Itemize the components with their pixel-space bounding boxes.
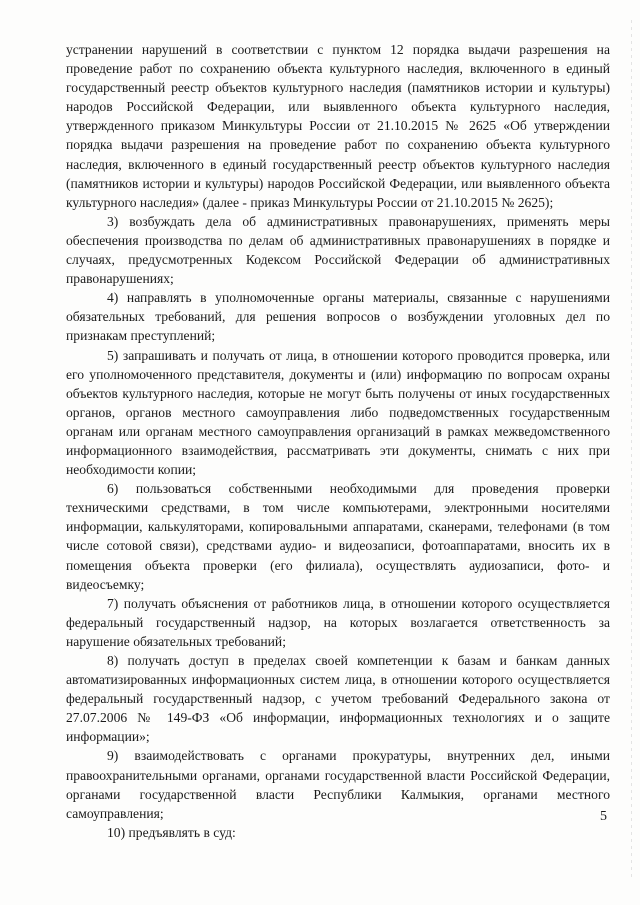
paragraph-item-8: 8) получать доступ в пределах своей компетенции к базам и банкам данных автоматизированных информационных систем лица, в отношении которого осуществляется федеральный государственный надзор, с учетом требований Федерального закона от 27.07.2006 № 149-ФЗ «Об информации, информационных технологиях и о защите информации»; — [66, 653, 610, 745]
page-number: 5 — [600, 809, 607, 824]
scan-edge-artifact — [631, 20, 632, 880]
paragraph-item-9: 9) взаимодействовать с органами прокуратуры, внутренних дел, иными правоохранительными органами, органами государственной власти Российской Федерации, органами государственной власти Республики Калмыкия, органами местного самоуправления; — [66, 748, 610, 821]
paragraph-item-4: 4) направлять в уполномоченные органы материалы, связанные с нарушениями обязательных требований, для решения вопросов о возбуждении уголовных дел по признакам преступлений; — [66, 290, 610, 344]
paragraph-item-10: 10) предъявлять в суд: — [107, 824, 236, 840]
paragraph-continuation: устранении нарушений в соответствии с пунктом 12 порядка выдачи разрешения на проведение работ по сохранению объекта культурного наследия, включенного в единый государственный реестр объектов культурного наследия (памятников истории и культуры) народов Российской Федерации, или выявленного объекта культурного наследия, утвержденного приказом Минкультуры России от 21.10.2015 № 2625 «Об утверждении порядка выдачи разрешения на проведение работ по сохранению объекта культурного наследия, включенного в единый государственный реестр объектов культурного наследия (памятников истории и культуры) народов Российской Федерации, или выявленного объекта культурного наследия» (далее - приказ Минкультуры России от 21.10.2015 № 2625); — [66, 42, 610, 210]
paragraph-item-3: 3) возбуждать дела об административных правонарушениях, применять меры обеспечения производства по делам об административных правонарушениях в порядке и случаях, предусмотренных Кодексом Российской Федерации об административных правонарушениях; — [66, 213, 610, 287]
paragraph-item-6: 6) пользоваться собственными необходимыми для проведения проверки техническими средствами, в том числе компьютерами, электронными носителями информации, калькуляторами, копировальными аппаратами, сканерами, телефонами (в том числе сотовой связи), средствами аудио- и видеозаписи, фотоаппаратами, вносить их в помещения объекта проверки (его филиала), осуществлять аудиозаписи, фото- и видеосъемку; — [66, 481, 610, 592]
paragraph-item-5: 5) запрашивать и получать от лица, в отношении которого проводится проверка, или его уполномоченного представителя, документы и (или) информацию по вопросам охраны объектов культурного наследия, которые не могут быть получены от иных государственных органов, органов местного самоуправления либо подведомственных государственным органам или органам местного самоуправления организаций в рамках межведомственного информационного взаимодействия, рассматривать эти документы, снимать с них при необходимости копии; — [66, 347, 610, 478]
document-body — [66, 40, 610, 842]
paragraph-item-7: 7) получать объяснения от работников лица, в отношении которого осуществляется федеральный государственный надзор, на которых возлагается ответственность за нарушение обязательных требований; — [66, 595, 610, 649]
